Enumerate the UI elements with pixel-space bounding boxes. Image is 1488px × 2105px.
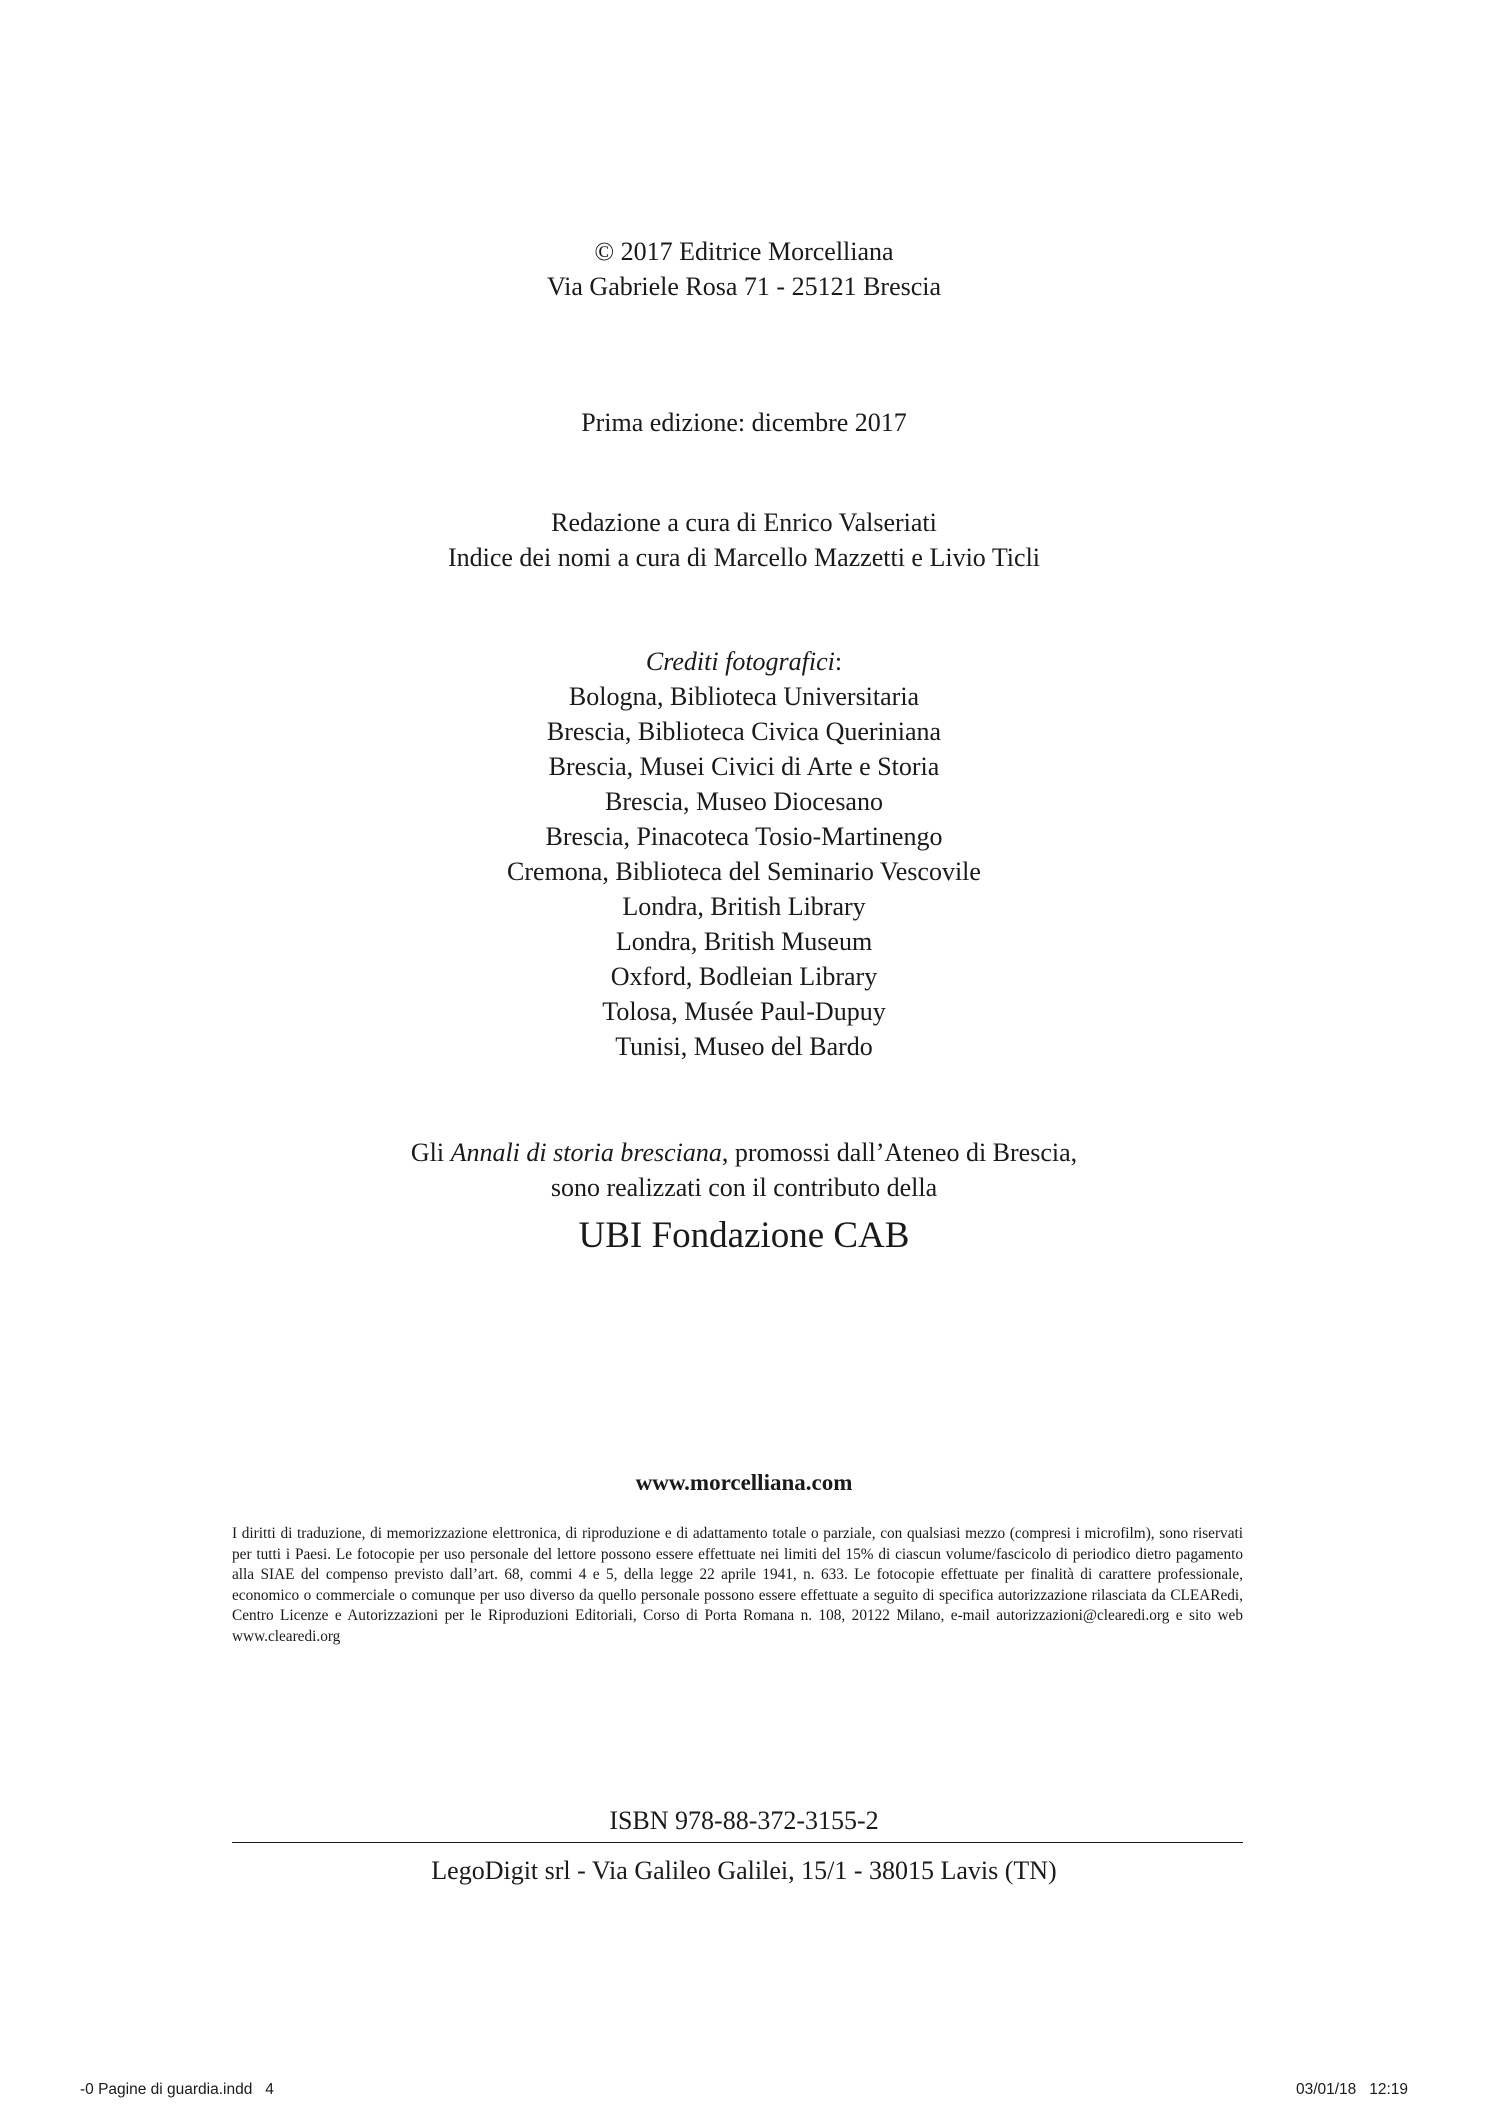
credit-item: Brescia, Biblioteca Civica Queriniana xyxy=(546,717,942,746)
edition-line: Prima edizione: dicembre 2017 xyxy=(581,408,907,437)
publisher-address: Via Gabriele Rosa 71 - 25121 Brescia xyxy=(546,272,942,301)
print-slug-file: -0 Pagine di guardia.indd 4 xyxy=(80,2081,274,2098)
funding-prefix: Gli xyxy=(410,1138,451,1167)
isbn: ISBN 978-88-372-3155-2 xyxy=(609,1806,879,1835)
credit-item: Londra, British Museum xyxy=(615,927,873,956)
credit-item: Tunisi, Museo del Bardo xyxy=(615,1032,873,1061)
divider-rule xyxy=(232,1842,1243,1843)
credit-item: Londra, British Library xyxy=(622,892,866,921)
credit-item: Bologna, Biblioteca Universitaria xyxy=(568,682,920,711)
credit-item: Brescia, Museo Diocesano xyxy=(605,787,883,816)
credit-item: Brescia, Musei Civici di Arte e Storia xyxy=(548,752,940,781)
credit-item: Oxford, Bodleian Library xyxy=(610,962,878,991)
credit-item: Brescia, Pinacoteca Tosio-Martinengo xyxy=(545,822,943,851)
copyright-line: © 2017 Editrice Morcelliana xyxy=(594,237,894,266)
funding-suffix: , promossi dall’Ateneo di Brescia, xyxy=(721,1138,1078,1167)
publisher-website: www.morcelliana.com xyxy=(635,1470,853,1495)
edition-info xyxy=(0,405,1488,440)
credit-item: Tolosa, Musée Paul-Dupuy xyxy=(602,997,886,1026)
editorial-credits xyxy=(0,505,1488,575)
funding-line-1 xyxy=(0,1135,1488,1170)
editor-line: Redazione a cura di Enrico Valseriati xyxy=(551,508,937,537)
series-title: Annali di storia bresciana xyxy=(450,1138,722,1167)
print-slug-timestamp: 03/01/18 12:19 xyxy=(1295,2081,1408,2098)
index-editors-line: Indice dei nomi a cura di Marcello Mazzetti e Livio Ticli xyxy=(447,543,1041,572)
funding-line-2: sono realizzati con il contributo della xyxy=(550,1173,938,1202)
photo-credits-colon: : xyxy=(834,647,843,676)
photo-credits-heading xyxy=(0,644,1488,679)
sponsor-name: UBI Fondazione CAB xyxy=(578,1215,910,1256)
photo-credits xyxy=(0,644,1488,1064)
credit-item: Cremona, Biblioteca del Seminario Vescovile xyxy=(507,857,981,886)
funding-note xyxy=(0,1135,1488,1205)
rights-notice: I diritti di traduzione, di memorizzazione elettronica, di riproduzione e di adattamento totale o parziale, con qualsiasi mezzo (compresi i microfilm), sono riservati per tutti i Paesi. Le fotocopie per uso personale del lettore possono essere effettuate nei limiti del 15% di ciascun volume/fascicolo di periodico dietro pagamento alla SIAE del compenso previsto dall’art. 68, commi 4 e 5, della legge 22 aprile 1941, n. 633. Le fotocopie effettuate per finalità di carattere professionale, economico o commerciale o comunque per uso diverso da quello personale possono essere effettuate a seguito di specifica autorizzazione rilasciata da CLEARedi, Centro Licenze e Autorizzazioni per le Riproduzioni Editoriali, Corso di Porta Romana n. 108, 20122 Milano, e-mail autorizzazioni@clearedi.org e sito web www.clearedi.org xyxy=(232,1525,1243,1645)
copyright-block xyxy=(0,234,1488,304)
printer-info: LegoDigit srl - Via Galileo Galilei, 15/1 - 38015 Lavis (TN) xyxy=(431,1856,1057,1885)
photo-credits-title: Crediti fotografici xyxy=(645,647,835,676)
